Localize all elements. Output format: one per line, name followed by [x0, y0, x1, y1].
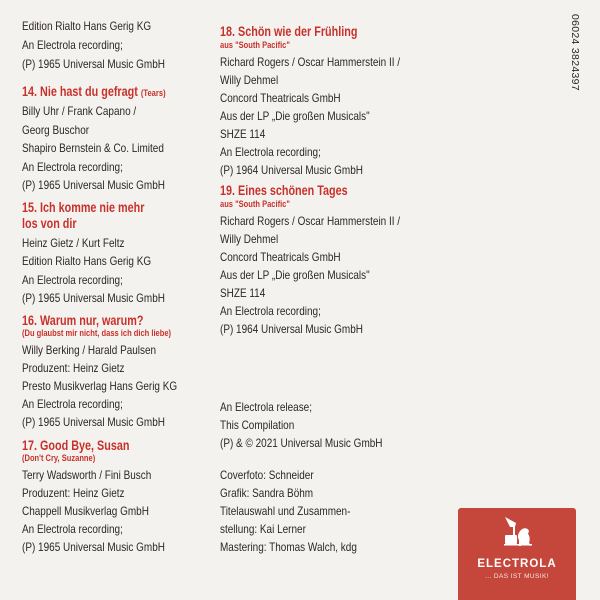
track-16-subtitle: (Du glaubst mir nicht, dass ich dich liebe) — [22, 328, 172, 338]
track-16-line: Produzent: Heinz Gietz — [22, 362, 125, 375]
credit-line: Titelauswahl und Zusammen- — [220, 505, 351, 518]
logo-name: ELECTROLA — [477, 558, 557, 570]
track-17-title: 17. Good Bye, Susan — [22, 438, 130, 453]
track-16-line: Presto Musikverlag Hans Gerig KG — [22, 380, 178, 393]
track-19-line: Concord Theatricals GmbH — [220, 251, 341, 264]
catalog-number: 06024 3824397 — [569, 14, 581, 91]
track-17-line: Produzent: Heinz Gietz — [22, 487, 125, 500]
track-16-line: (P) 1965 Universal Music GmbH — [22, 416, 165, 429]
track-18-subtitle: aus "South Pacific" — [220, 40, 290, 50]
credit-line: stellung: Kai Lerner — [220, 523, 306, 536]
track-15-line: An Electrola recording; — [22, 274, 123, 287]
track-19-line: Willy Dehmel — [220, 233, 279, 246]
intro-line: Edition Rialto Hans Gerig KG — [22, 20, 152, 33]
credit-line: Coverfoto: Schneider — [220, 469, 314, 482]
track-16-line: Willy Berking / Harald Paulsen — [22, 344, 157, 357]
track-17-subtitle: (Don't Cry, Suzanne) — [22, 453, 96, 463]
track-19-line: Richard Rogers / Oscar Hammerstein II / — [220, 215, 401, 228]
track-19-title: 19. Eines schönen Tages — [220, 183, 348, 198]
track-14-line: (P) 1965 Universal Music GmbH — [22, 179, 165, 192]
track-18-line: Willy Dehmel — [220, 74, 279, 87]
credit-line: Grafik: Sandra Böhm — [220, 487, 314, 500]
intro-line: (P) 1965 Universal Music GmbH — [22, 58, 165, 71]
track-17-line: An Electrola recording; — [22, 523, 123, 536]
track-14-line: Shapiro Bernstein & Co. Limited — [22, 142, 164, 155]
track-18-line: SHZE 114 — [220, 128, 266, 141]
track-18-line: An Electrola recording; — [220, 146, 321, 159]
track-19-line: (P) 1964 Universal Music GmbH — [220, 323, 363, 336]
track-18-line: (P) 1964 Universal Music GmbH — [220, 164, 363, 177]
track-15-line: Edition Rialto Hans Gerig KG — [22, 255, 152, 268]
track-18-line: Aus der LP „Die großen Musicals" — [220, 110, 370, 123]
track-17-line: Terry Wadsworth / Fini Busch — [22, 469, 152, 482]
dog-gramophone-icon — [502, 514, 534, 554]
track-19-line: An Electrola recording; — [220, 305, 321, 318]
track-16-line: An Electrola recording; — [22, 398, 123, 411]
track-18-title: 18. Schön wie der Frühling — [220, 24, 358, 39]
electrola-logo — [458, 508, 576, 600]
track-16-title: 16. Warum nur, warum? — [22, 313, 144, 328]
track-15-title: 15. Ich komme nie mehr — [22, 200, 145, 215]
intro-line: An Electrola recording; — [22, 39, 123, 52]
track-15-line: Heinz Gietz / Kurt Feltz — [22, 237, 125, 250]
track-15-line: (P) 1965 Universal Music GmbH — [22, 292, 165, 305]
track-17-line: (P) 1965 Universal Music GmbH — [22, 541, 165, 554]
track-19-line: SHZE 114 — [220, 287, 266, 300]
track-19-line: Aus der LP „Die großen Musicals" — [220, 269, 370, 282]
track-18-line: Concord Theatricals GmbH — [220, 92, 341, 105]
track-18-line: Richard Rogers / Oscar Hammerstein II / — [220, 56, 401, 69]
track-15-title-cont: los von dir — [22, 216, 77, 231]
release-line: This Compilation — [220, 419, 295, 432]
track-19-subtitle: aus "South Pacific" — [220, 199, 290, 209]
logo-tagline: ... DAS IST MUSIK! — [485, 573, 549, 580]
track-17-line: Chappell Musikverlag GmbH — [22, 505, 149, 518]
credit-line: Mastering: Thomas Walch, kdg — [220, 541, 357, 554]
release-line: An Electrola release; — [220, 401, 313, 414]
track-14-line: Billy Uhr / Frank Capano / — [22, 105, 137, 118]
track-14-line: Georg Buschor — [22, 124, 90, 137]
track-14-title: 14. Nie hast du gefragt (Tears) — [22, 84, 166, 99]
release-line: (P) & © 2021 Universal Music GmbH — [220, 437, 383, 450]
track-14-line: An Electrola recording; — [22, 161, 123, 174]
